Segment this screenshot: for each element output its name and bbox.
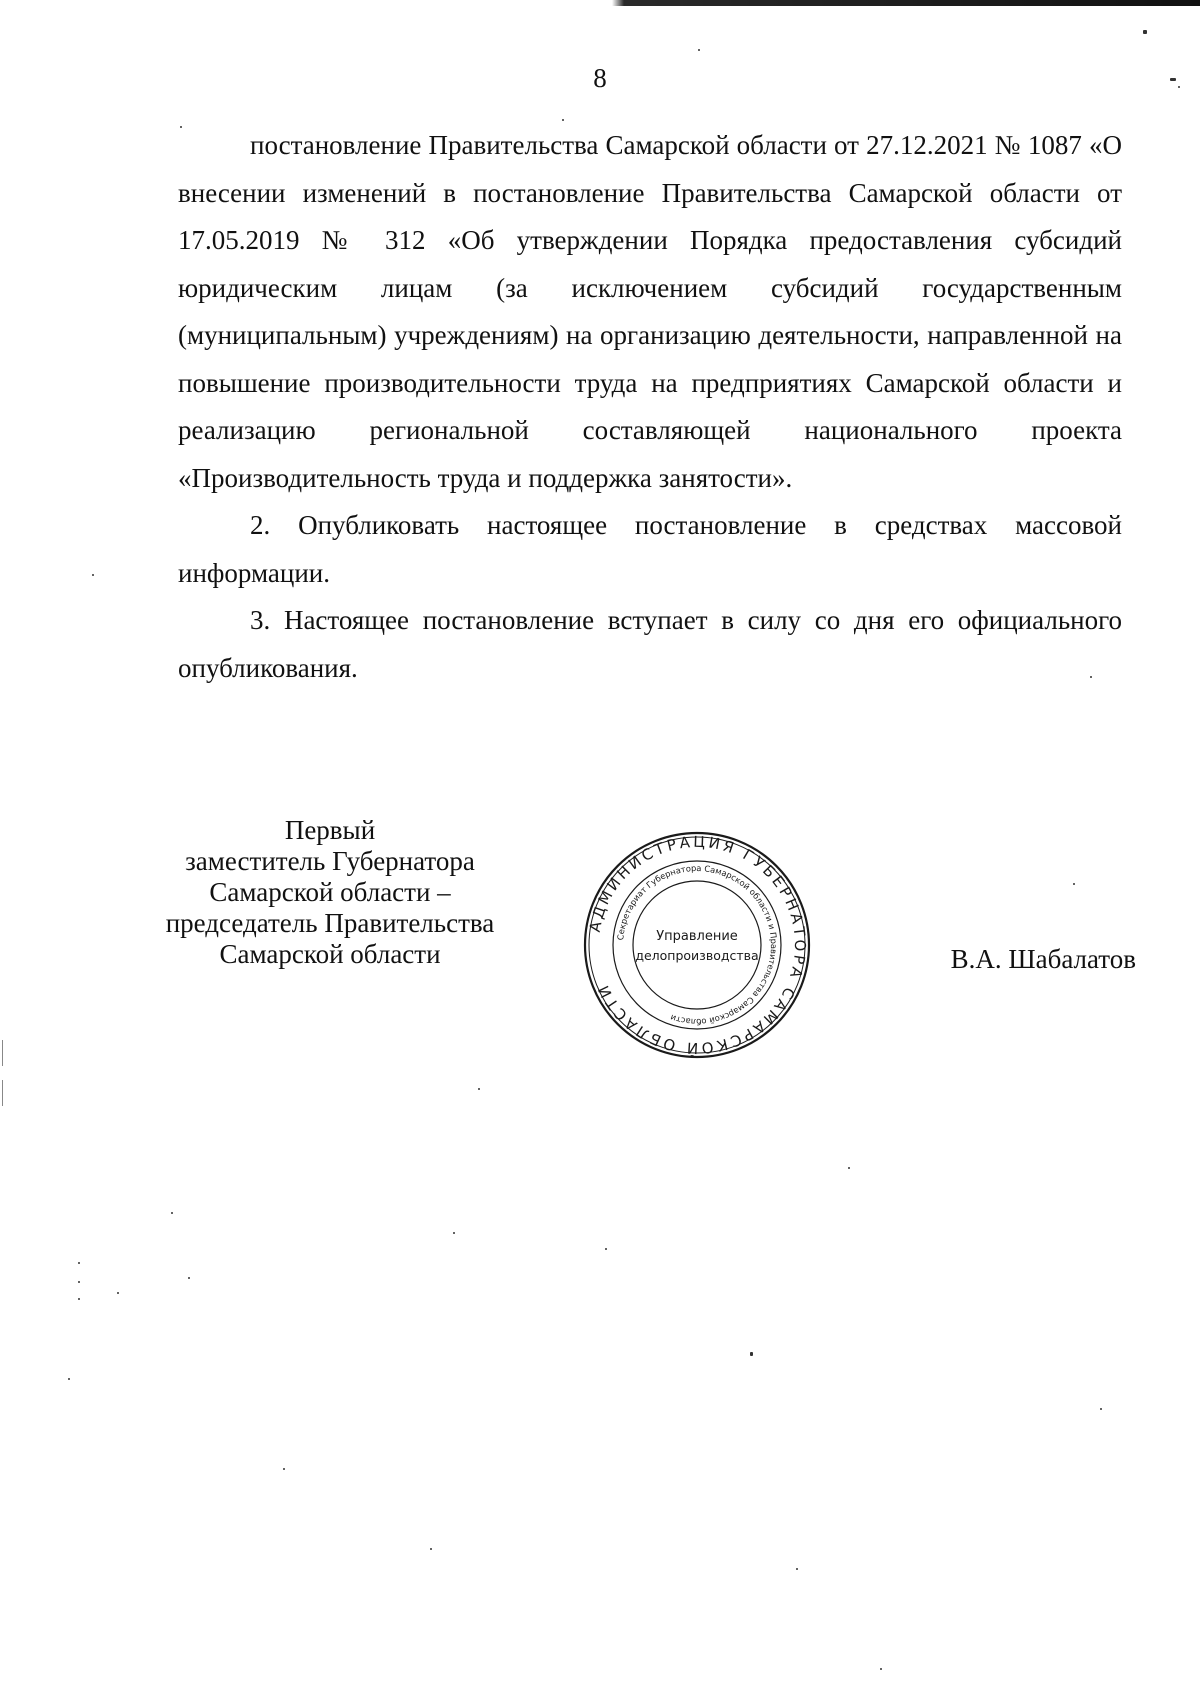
scan-speck: [180, 126, 182, 128]
scan-speck: [117, 1292, 119, 1294]
scan-speck: [283, 1468, 285, 1470]
stamp-inner-text: Секретариат Губернатора Самарской области и Правительства Самарской области: [615, 862, 780, 1028]
stamp-middle-ring: [613, 861, 781, 1029]
scan-speck: [880, 1668, 882, 1670]
scan-speck: [698, 49, 700, 51]
paragraph-continuation: постановление Правительства Самарской области от 27.12.2021 № 1087 «О внесении изменений в постановление Правительства Самарской области от 17.05.2019 № 312 «Об утверждении Порядка предоставления субсидий юридическим лицам (за исключением субсидий государственным (муниципальным) учреждениям) на организацию деятельности, направленной на повышение производительности труда на предприятиях Самарской области и реализацию региональной составляющей национального проекта «Производительность труда и поддержка занятости».: [178, 130, 1122, 493]
scan-speck: [1170, 78, 1176, 81]
signer-name: В.А. Шабалатов: [950, 944, 1136, 974]
paragraph-item-2: 2. Опубликовать настоящее постановление в средствах массовой информации.: [178, 510, 1122, 588]
scan-speck: [605, 1248, 607, 1250]
signatory-title-line: Первый: [284, 815, 376, 845]
scan-speck: [562, 119, 564, 121]
stamp-outer-text: АДМИНИСТРАЦИЯ ГУБЕРНАТОРА САМАРСКОЙ ОБЛАСТИ: [585, 832, 810, 1058]
scan-speck: [171, 1212, 173, 1214]
scan-margin-mark: [2, 1080, 3, 1106]
scan-speck: [430, 1548, 432, 1550]
scan-speck: [1178, 86, 1180, 88]
scan-speck: [68, 1378, 70, 1380]
scan-speck: [478, 1088, 480, 1090]
scan-speck: [78, 1298, 80, 1300]
scan-speck: [1143, 30, 1147, 34]
scan-speck: [78, 1281, 80, 1283]
top-border-line: [0, 0, 1200, 6]
signatory-title-line: Самарской области –: [209, 877, 451, 907]
official-stamp: [582, 830, 812, 1060]
scan-margin-mark: [2, 1040, 3, 1066]
paragraph-item-3: 3. Настоящее постановление вступает в силу со дня его официального опубликования.: [178, 605, 1122, 683]
page-number: 8: [593, 63, 607, 93]
signatory-title: [150, 815, 510, 970]
scan-speck: [453, 1232, 455, 1234]
stamp-center-line-2: делопроизводства: [635, 948, 759, 963]
stamp-inner-ring: [633, 881, 761, 1009]
scan-speck: [848, 1167, 850, 1169]
stamp-center-line-1: Управление: [656, 929, 738, 944]
scan-speck: [1100, 1408, 1102, 1410]
scan-speck: [750, 1352, 753, 1356]
scan-speck: [92, 574, 94, 576]
signatory-title-line: заместитель Губернатора: [185, 846, 475, 876]
scan-speck: [1090, 676, 1092, 678]
scan-speck: [796, 1568, 798, 1570]
document-body: [178, 122, 1122, 692]
signatory-title-line: председатель Правительства: [165, 908, 495, 938]
signatory-title-line: Самарской области: [219, 939, 441, 969]
scan-speck: [1073, 883, 1075, 885]
scan-speck: [188, 1277, 190, 1279]
scan-speck: [78, 1262, 80, 1264]
